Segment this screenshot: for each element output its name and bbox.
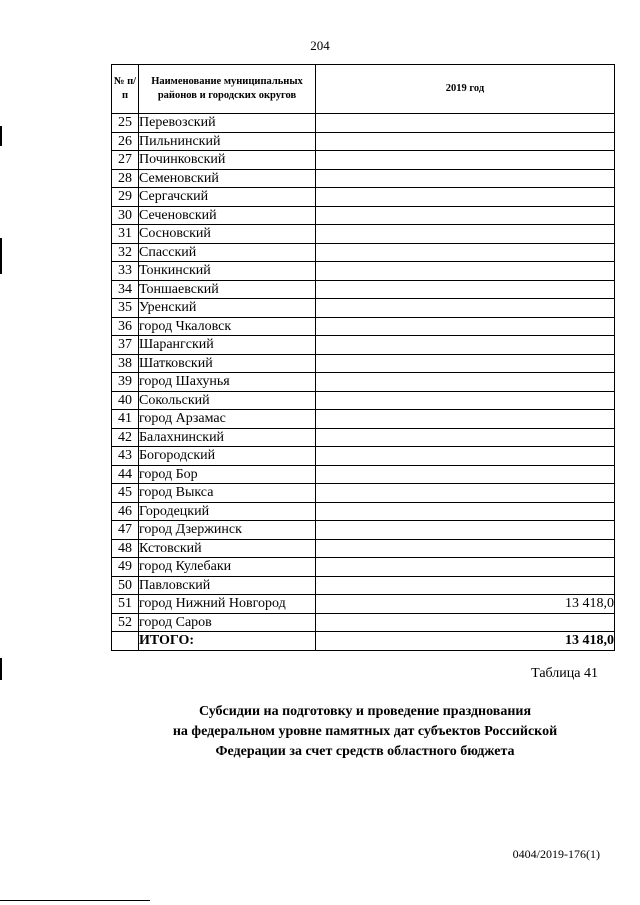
table-row xyxy=(112,243,615,262)
row-number: 29 xyxy=(112,188,139,207)
table-row xyxy=(112,336,615,355)
row-name: Пильнинский xyxy=(139,132,316,151)
row-name: Тонкинский xyxy=(139,262,316,281)
row-number: 37 xyxy=(112,336,139,355)
row-name: город Чкаловск xyxy=(139,317,316,336)
row-value xyxy=(316,262,615,281)
row-number: 43 xyxy=(112,447,139,466)
table-row xyxy=(112,447,615,466)
table-row xyxy=(112,299,615,318)
row-name: Спасский xyxy=(139,243,316,262)
row-value xyxy=(316,447,615,466)
row-value xyxy=(316,391,615,410)
row-name: Шарангский xyxy=(139,336,316,355)
row-number: 26 xyxy=(112,132,139,151)
row-number: 38 xyxy=(112,354,139,373)
row-number: 31 xyxy=(112,225,139,244)
row-name: Починковский xyxy=(139,151,316,170)
table-row xyxy=(112,151,615,170)
scan-edge-mark xyxy=(0,658,2,680)
table-row xyxy=(112,262,615,281)
row-name: город Саров xyxy=(139,613,316,632)
row-number: 35 xyxy=(112,299,139,318)
row-value: 13 418,0 xyxy=(316,595,615,614)
row-number: 52 xyxy=(112,613,139,632)
row-number: 49 xyxy=(112,558,139,577)
table-row xyxy=(112,539,615,558)
row-name: город Шахунья xyxy=(139,373,316,392)
row-name: город Нижний Новгород xyxy=(139,595,316,614)
scan-edge-mark xyxy=(0,126,2,146)
total-row xyxy=(112,632,615,651)
header-year: 2019 год xyxy=(316,65,615,114)
subtitle-line: Федерации за счет средств областного бюджета xyxy=(215,744,515,759)
row-name: Сосновский xyxy=(139,225,316,244)
document-code: 0404/2019-176(1) xyxy=(512,847,600,861)
row-value xyxy=(316,188,615,207)
table-row xyxy=(112,613,615,632)
row-value xyxy=(316,484,615,503)
table-row xyxy=(112,114,615,133)
row-value xyxy=(316,114,615,133)
row-number: 41 xyxy=(112,410,139,429)
row-number: 51 xyxy=(112,595,139,614)
row-value xyxy=(316,169,615,188)
table-subtitle xyxy=(110,702,620,762)
row-number: 25 xyxy=(112,114,139,133)
row-name: Уренский xyxy=(139,299,316,318)
table-row xyxy=(112,595,615,614)
row-number: 40 xyxy=(112,391,139,410)
row-number: 47 xyxy=(112,521,139,540)
subsidy-table xyxy=(111,64,615,651)
table-row xyxy=(112,391,615,410)
total-label: ИТОГО: xyxy=(139,632,316,651)
row-name: город Арзамас xyxy=(139,410,316,429)
row-number: 50 xyxy=(112,576,139,595)
row-value xyxy=(316,502,615,521)
row-name: Сокольский xyxy=(139,391,316,410)
row-name: Сеченовский xyxy=(139,206,316,225)
row-value xyxy=(316,410,615,429)
row-name: город Бор xyxy=(139,465,316,484)
row-name: город Дзержинск xyxy=(139,521,316,540)
table-row xyxy=(112,225,615,244)
table-row xyxy=(112,280,615,299)
row-value xyxy=(316,206,615,225)
row-number: 27 xyxy=(112,151,139,170)
row-value xyxy=(316,354,615,373)
row-number: 45 xyxy=(112,484,139,503)
table-row xyxy=(112,428,615,447)
row-value xyxy=(316,225,615,244)
row-value xyxy=(316,280,615,299)
total-value: 13 418,0 xyxy=(316,632,615,651)
row-value xyxy=(316,613,615,632)
row-number: 48 xyxy=(112,539,139,558)
table-row xyxy=(112,558,615,577)
row-name: город Выкса xyxy=(139,484,316,503)
subtitle-line: на федеральном уровне памятных дат субъектов Российской xyxy=(172,724,558,739)
row-value xyxy=(316,576,615,595)
page-number: 204 xyxy=(310,38,330,53)
row-value xyxy=(316,299,615,318)
table-row xyxy=(112,206,615,225)
row-name: Богородский xyxy=(139,447,316,466)
row-name: Сергачский xyxy=(139,188,316,207)
table-label: Таблица 41 xyxy=(531,666,598,681)
row-value xyxy=(316,132,615,151)
table-row xyxy=(112,576,615,595)
row-number: 46 xyxy=(112,502,139,521)
row-value xyxy=(316,539,615,558)
row-name: город Кулебаки xyxy=(139,558,316,577)
row-value xyxy=(316,521,615,540)
table-row xyxy=(112,132,615,151)
row-name: Семеновский xyxy=(139,169,316,188)
table-row xyxy=(112,502,615,521)
table-row xyxy=(112,521,615,540)
scan-edge-mark xyxy=(0,238,2,274)
row-number: 36 xyxy=(112,317,139,336)
row-value xyxy=(316,243,615,262)
row-value xyxy=(316,373,615,392)
row-name: Городецкий xyxy=(139,502,316,521)
row-number: 44 xyxy=(112,465,139,484)
row-number: 33 xyxy=(112,262,139,281)
scan-bottom-rule xyxy=(0,900,150,901)
table-body xyxy=(112,114,615,651)
row-number: 39 xyxy=(112,373,139,392)
row-value xyxy=(316,151,615,170)
row-name: Балахнинский xyxy=(139,428,316,447)
row-name: Перевозский xyxy=(139,114,316,133)
row-number: 28 xyxy=(112,169,139,188)
header-num: № п/п xyxy=(112,65,139,114)
table-row xyxy=(112,373,615,392)
table-row xyxy=(112,410,615,429)
total-num xyxy=(112,632,139,651)
row-number: 32 xyxy=(112,243,139,262)
row-value xyxy=(316,558,615,577)
row-value xyxy=(316,428,615,447)
row-number: 42 xyxy=(112,428,139,447)
row-value xyxy=(316,465,615,484)
table-row xyxy=(112,465,615,484)
subtitle-line: Субсидии на подготовку и проведение празднования xyxy=(198,704,532,719)
table-row xyxy=(112,317,615,336)
table-row xyxy=(112,188,615,207)
row-name: Шатковский xyxy=(139,354,316,373)
row-name: Тоншаевский xyxy=(139,280,316,299)
row-name: Павловский xyxy=(139,576,316,595)
header-name: Наименование муниципальных районов и городских округов xyxy=(139,65,316,114)
row-value xyxy=(316,336,615,355)
table-row xyxy=(112,169,615,188)
table-row xyxy=(112,354,615,373)
table-header-row xyxy=(112,65,615,114)
row-value xyxy=(316,317,615,336)
table-row xyxy=(112,484,615,503)
row-number: 30 xyxy=(112,206,139,225)
row-number: 34 xyxy=(112,280,139,299)
row-name: Кстовский xyxy=(139,539,316,558)
